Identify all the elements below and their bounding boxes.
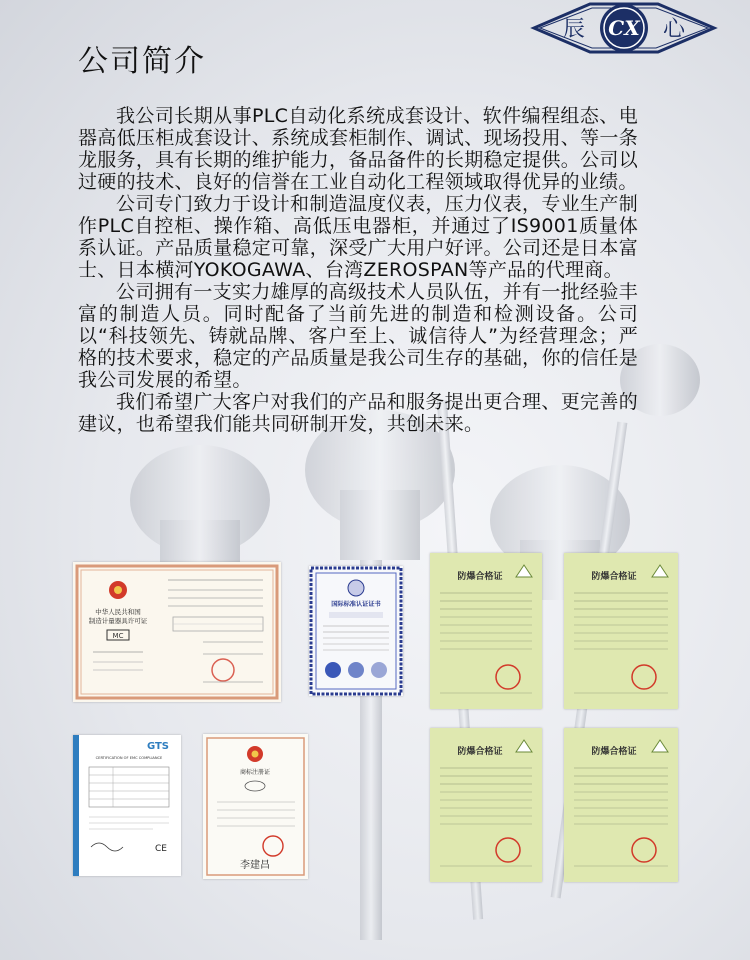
red-seal-icon — [496, 838, 520, 862]
iso-certificate-title: 国际标准认证证书 — [331, 601, 381, 608]
page-title: 公司简介 — [78, 44, 206, 79]
red-seal-icon — [632, 665, 656, 689]
trademark-registration-certificate — [203, 734, 308, 879]
iso-certificate — [309, 566, 403, 696]
manufacturing-license-certificate — [73, 562, 281, 702]
certificate-title: 防爆合格证 — [457, 572, 503, 582]
logo-right-char: 心 — [662, 17, 686, 42]
explosion-proof-certificate — [564, 728, 678, 882]
license-heading-line2: 制造计量器具许可证 — [88, 617, 148, 625]
certificate-title: 防爆合格证 — [591, 747, 637, 757]
trademark-title: 商标注册证 — [239, 769, 271, 776]
certificate-title: 防爆合格证 — [591, 572, 637, 582]
intro-paragraph: 我们希望广大客户对我们的产品和服务提出更合理、更完善的建议，也希望我们能共同研制开发，共创未来。 — [78, 391, 638, 435]
explosion-proof-certificate — [430, 728, 542, 882]
ce-mark: CE — [155, 844, 167, 854]
explosion-proof-certificate — [430, 553, 542, 709]
logo-center-text: CX — [608, 16, 640, 40]
gts-brand: GTS — [146, 741, 169, 752]
intro-paragraph: 公司拥有一支实力雄厚的高级技术人员队伍，并有一批经验丰富的制造人员。同时配备了当前先进的制造和检测设备。公司以“科技领先、铸就品牌、客户至上、诚信待人”为经营理念；严格的技术要求，稳定的产品质量是我公司生存的基础，你的信任是我公司发展的希望。 — [78, 281, 638, 391]
red-seal-icon — [496, 665, 520, 689]
company-logo — [530, 2, 718, 54]
red-seal-icon — [263, 836, 283, 856]
mc-mark: MC — [112, 632, 124, 640]
director-signature: 李建昌 — [240, 860, 270, 871]
intro-paragraph: 我公司长期从事PLC自动化系统成套设计、软件编程组态、电器高低压柜成套设计、系统成套柜制作、调试、现场投用、等一条龙服务，具有长期的维护能力，备品备件的长期稳定提供。公司以过硬的技术、良好的信誉在工业自动化工程领域取得优异的业绩。 — [78, 105, 638, 193]
red-seal-icon — [632, 838, 656, 862]
logo-left-char: 辰 — [562, 17, 586, 42]
gts-emc-certificate — [73, 735, 181, 876]
gts-subtitle: CERTIFICATION OF EMC COMPLIANCE — [95, 756, 163, 760]
certificate-title: 防爆合格证 — [457, 747, 503, 757]
intro-paragraph: 公司专门致力于设计和制造温度仪表，压力仪表，专业生产制作PLC自控柜、操作箱、高低压电器柜，并通过了IS9001质量体系认证。产品质量稳定可靠，深受广大用户好评。公司还是日本富士、日本横河YOKOGAWA、台湾ZEROSPAN等产品的代理商。 — [78, 193, 638, 281]
license-heading-line1: 中华人民共和国 — [95, 608, 141, 616]
company-introduction — [78, 105, 638, 435]
explosion-proof-certificate — [564, 553, 678, 709]
